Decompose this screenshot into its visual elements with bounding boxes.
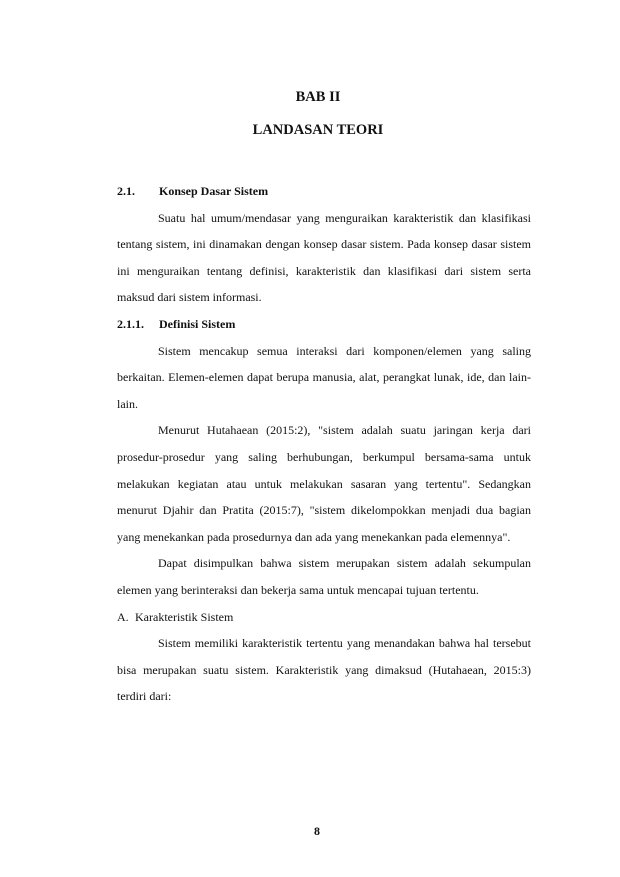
subsection-heading-a [117,604,531,631]
section-number: 2.1.1. [117,316,144,331]
document-body [117,178,531,710]
chapter-title: LANDASAN TEORI [252,122,384,138]
section-heading-2-1-1 [117,311,531,338]
section-heading-2-1 [117,178,531,205]
chapter-number: BAB II [295,89,341,105]
section-title: Konsep Dasar Sistem [159,184,269,198]
paragraph-definisi-1: Sistem mencakup semua interaksi dari komponen/elemen yang saling berkaitan. Elemen-elemen dapat berupa manusia, alat, perangkat lunak, ide, dan lain-lain. [117,343,531,411]
subsection-letter: A. [117,609,129,624]
paragraph-definisi-2: Menurut Hutahaean (2015:2), "sistem adalah suatu jaringan kerja dari prosedur-prosedur yang saling berhubungan, berkumpul bersama-sama untuk melakukan kegiatan atau untuk melakukan sasaran yang tertentu". Sedangkan menurut Djahir dan Pratita (2015:7), "sistem dikelompokkan menjadi dua bagian yang menekankan pada prosedurnya dan ada yang menekankan pada elemennya". [117,423,531,544]
subsection-title: Karakteristik Sistem [135,609,234,624]
paragraph-karakteristik: Sistem memiliki karakteristik tertentu yang menandakan bahwa hal tersebut bisa merupakan suatu sistem. Karakteristik yang dimaksud (Hutahaean, 2015:3) terdiri dari: [117,636,531,704]
page-number: 8 [314,824,320,838]
section-title: Definisi Sistem [159,316,236,331]
paragraph-definisi-3: Dapat disimpulkan bahwa sistem merupakan sistem adalah sekumpulan elemen yang berinteraksi dan bekerja sama untuk mencapai tujuan tertentu. [117,556,531,597]
section-number: 2.1. [117,184,135,198]
paragraph-konsep-dasar: Suatu hal umum/mendasar yang menguraikan karakteristik dan klasifikasi tentang sistem, ini dinamakan dengan konsep dasar sistem. Pada konsep dasar sistem ini menguraikan tentang definisi, karakteristik dan klasifikasi dari sistem serta maksud dari sistem informasi. [117,210,531,305]
